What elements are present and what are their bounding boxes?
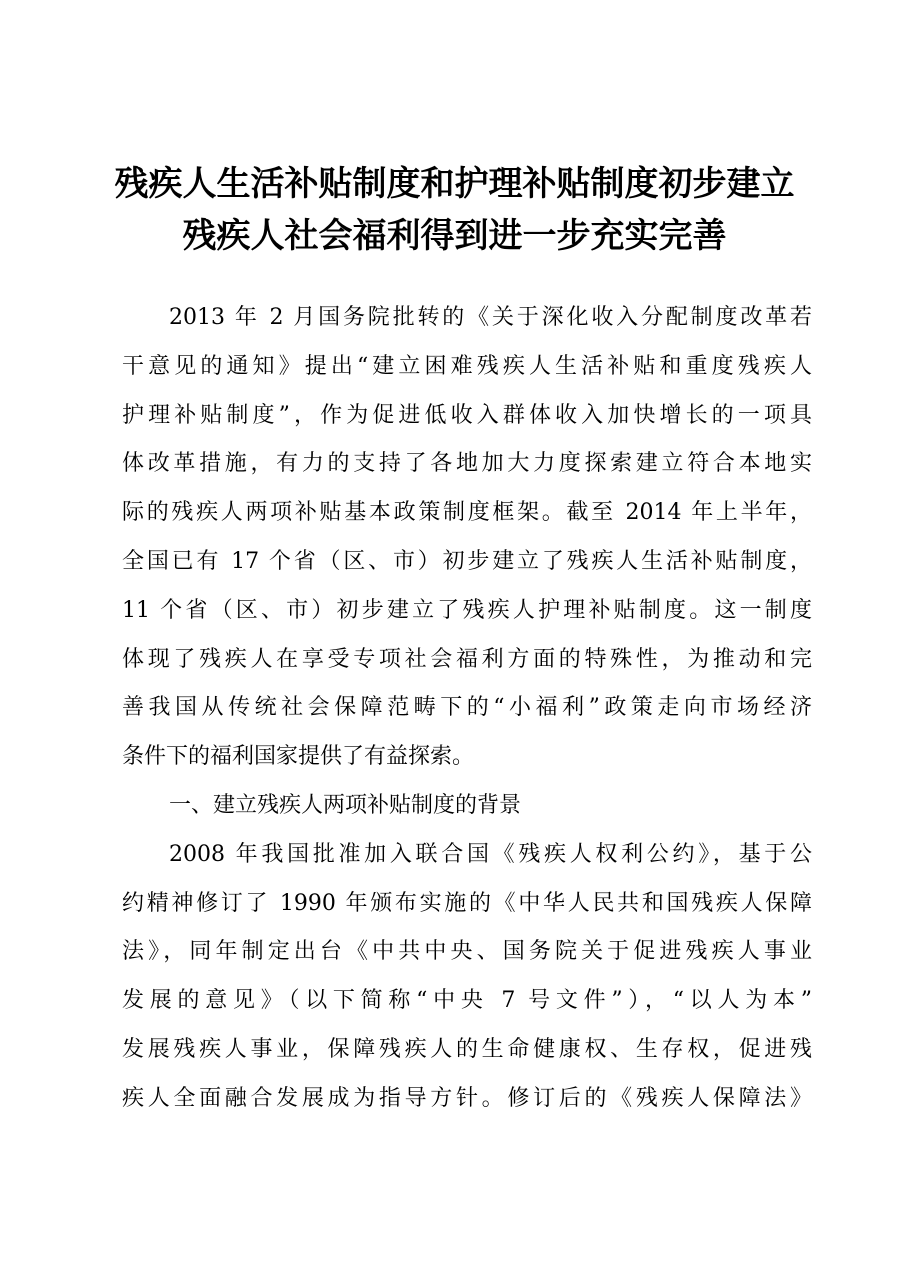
paragraph-line: 11 个省（区、市）初步建立了残疾人护理补贴制度。这一制度 — [122, 597, 812, 623]
title-line-1: 残疾人生活补贴制度和护理补贴制度初步建立 — [114, 164, 795, 204]
document-body — [122, 294, 812, 1124]
section-heading: 一、建立残疾人两项补贴制度的背景 — [169, 792, 522, 818]
paragraph-line: 约精神修订了 1990 年颁布实施的《中华人民共和国残疾人保障 — [122, 890, 812, 916]
document-title — [0, 158, 909, 262]
paragraph-line: 干意见的通知》提出“建立困难残疾人生活补贴和重度残疾人 — [122, 353, 812, 379]
paragraph-line: 善我国从传统社会保障范畴下的“小福利”政策走向市场经济 — [122, 695, 812, 721]
paragraph-line: 2008 年我国批准加入联合国《残疾人权利公约》，基于公 — [169, 841, 812, 867]
paragraph-line: 疾人全面融合发展成为指导方针。修订后的《残疾人保障法》 — [122, 1085, 812, 1111]
paragraph-line: 条件下的福利国家提供了有益探索。 — [122, 744, 475, 770]
paragraph-line: 发展残疾人事业，保障残疾人的生命健康权、生存权，促进残 — [122, 1036, 812, 1062]
paragraph-line: 全国已有 17 个省（区、市）初步建立了残疾人生活补贴制度， — [122, 548, 812, 574]
title-line-2: 残疾人社会福利得到进一步充实完善 — [182, 216, 727, 256]
paragraph-line: 2013 年 2 月国务院批转的《关于深化收入分配制度改革若 — [169, 305, 812, 330]
paragraph-line: 发展的意见》（以下简称“中央 7 号文件”），“以人为本” — [122, 988, 812, 1014]
paragraph-line: 体改革措施，有力的支持了各地加大力度探索建立符合本地实 — [122, 451, 812, 477]
paragraph-line: 法》，同年制定出台《中共中央、国务院关于促进残疾人事业 — [122, 939, 812, 965]
paragraph-line: 际的残疾人两项补贴基本政策制度框架。截至 2014 年上半年， — [122, 500, 812, 526]
paragraph-line: 体现了残疾人在享受专项社会福利方面的特殊性，为推动和完 — [122, 646, 812, 672]
paragraph-line: 护理补贴制度”，作为促进低收入群体收入加快增长的一项具 — [122, 402, 812, 428]
